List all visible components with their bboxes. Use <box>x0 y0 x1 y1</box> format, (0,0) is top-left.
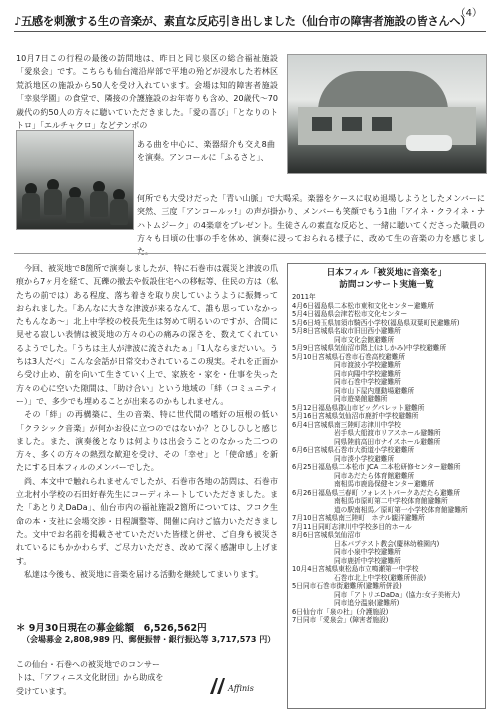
schedule-venue: 日本バプテスト教会(慶林幼稚園内) <box>334 539 440 548</box>
schedule-row <box>292 412 481 421</box>
schedule-venue: 仙台市「泉の杜」(介護施設) <box>302 607 389 616</box>
schedule-row <box>292 582 481 591</box>
schedule-date: 7日 <box>292 616 303 624</box>
audience-member-body <box>90 191 108 217</box>
intro-paragraph: 10月7日この行程の最後の訪問地は、昨日と同じ泉区の総合福祉施設「愛泉会」です。こちらも仙台滝沿岸部で平地の殆どが浸水した若林区荒浜地区の施設から50人を受け入れています。会場は知的障害者施設「幸泉学園」の食堂で、隣接の介護施設のお年寄りも含め、20歳代〜70歳代の約50人の方々に聴いていただきました。「愛の喜び」「となりのトトロ」「エルチャクロ」などテンポの <box>16 54 278 131</box>
schedule-date: 7月11日 <box>292 522 319 531</box>
schedule-date: 6日 <box>292 607 303 616</box>
schedule-row <box>292 531 481 540</box>
schedule-venue: 同市「愛泉会」(障害者施設) <box>302 616 389 624</box>
schedule-row <box>292 361 481 370</box>
audience-member-body <box>66 197 84 223</box>
schedule-row <box>292 327 481 336</box>
schedule-row <box>292 463 481 472</box>
schedule-venue: 福島県会津若松市文化センター <box>313 310 408 318</box>
schedule-venue: 同市石巻中学校避難所 <box>334 378 401 386</box>
schedule-venue: 道の駅南相馬／原町第一小学校体育館避難所 <box>334 505 468 514</box>
schedule-date: 5月4日 <box>292 310 314 318</box>
schedule-row <box>292 344 481 353</box>
schedule-row <box>292 523 481 532</box>
schedule-row <box>292 540 481 549</box>
audience-member-body <box>44 189 62 215</box>
schedule-venue: 宮城県気仙沼市鹿折中学校避難所 <box>318 412 419 420</box>
schedule-venue: 同市追分温泉(避難所) <box>334 599 400 607</box>
building-window <box>342 117 362 131</box>
schedule-venue: 岩手県大船渡市リアスホール避難所 <box>334 429 441 437</box>
affinis-logo <box>208 676 264 696</box>
schedule-row <box>292 489 481 498</box>
section-divider <box>14 253 486 254</box>
schedule-row <box>292 387 481 396</box>
schedule-date: 5月16日 <box>292 412 319 420</box>
schedule-venue: 同市あだたら体育館避難所 <box>334 471 415 480</box>
schedule-venue: 宮城県気仙沼市階上(はしかみ)中学校避難所 <box>313 344 447 352</box>
schedule-venue: 石巻市北上中学校(避難所併設) <box>334 573 427 582</box>
schedule-row <box>292 302 481 311</box>
schedule-row <box>292 378 481 387</box>
schedule-date: 5月10日 <box>292 352 319 361</box>
page-number: （4） <box>455 8 482 19</box>
article-headline: ♪五感を刺激する生の音楽が、素直な反応引き出しました（仙台市の障害者施設の皆さんへ） <box>14 15 472 28</box>
schedule-date: 6月4日 <box>292 420 314 429</box>
schedule-row <box>292 497 481 506</box>
concert-schedule-box <box>287 263 486 709</box>
schedule-subtitle: 訪問コンサート実施一覧 <box>339 279 434 290</box>
body-paragraph: 尚、本文中で触れられませんでしたが、石巻市各地の訪問は、石巻市立北村小学校の石田好春先生にコーディネートしていただきました。また「あとりえDaDa」、仙台市内の福祉施設2箇所については、フコク生命の本・支社に会場交渉・日程調整等、開催に向けご協力いただきました。文中でお名前を掲載させていただいた皆様と併せ、ご自身も被災されているにもかかわらず、ご尽力いただき、改めて深く感謝申し上げます。 <box>16 476 278 566</box>
schedule-venue: 宮城県南三陸町志津川中学校 <box>313 420 401 429</box>
schedule-row <box>292 472 481 481</box>
fund-breakdown: （会場募金 2,808,989 円、郵便振替・銀行振込等 3,717,573 円） <box>22 635 276 644</box>
schedule-venue: 同市石巻市街避難所(避難所併設) <box>302 582 402 590</box>
building-window <box>312 117 332 131</box>
schedule-row <box>292 565 481 574</box>
schedule-row <box>292 608 481 617</box>
article-continuation: ある曲を中心に、楽器紹介も交え8曲を演奏。アンコールに「ふるさと」、 <box>137 140 275 163</box>
schedule-venue: 福島県二本松市 JCA 二本松研修センター避難所 <box>318 463 461 471</box>
schedule-venue: 同市鹿折中学校避難所 <box>334 556 401 565</box>
schedule-row <box>292 599 481 608</box>
schedule-row <box>292 438 481 447</box>
schedule-row <box>292 574 481 583</box>
schedule-venue: 同市小泉中学校避難所 <box>334 548 401 556</box>
schedule-date: 6月25日 <box>292 463 319 471</box>
schedule-venue: 南相馬市原町第二中学校体育館避難所 <box>334 497 448 505</box>
schedule-venue: 福島県郡山市ビッグパレット避難所 <box>318 403 425 412</box>
schedule-row <box>292 446 481 455</box>
schedule-list <box>292 302 481 625</box>
schedule-venue: 宮城県気仙沼市 <box>313 531 361 539</box>
schedule-venue: 宮城県南三陸町 ホテル観洋避難所 <box>318 514 425 522</box>
audience-member-body <box>22 193 40 219</box>
schedule-venue: 同市遊楽館避難所 <box>334 395 388 403</box>
main-article <box>16 262 278 581</box>
schedule-venue: 同市山下屋内運動場避難所 <box>334 386 415 395</box>
schedule-row <box>292 421 481 430</box>
fund-total: ＊ 9月30日現在の募金総額 6,526,562円 <box>16 623 207 634</box>
schedule-venue: 福島県三春町 フォレストパークあだたら避難所 <box>318 488 461 497</box>
schedule-row <box>292 514 481 523</box>
concert-audience-photo <box>16 130 134 230</box>
building-roof <box>318 71 448 111</box>
schedule-venue: 同県陸前高田市ナイスホール避難所 <box>334 437 441 446</box>
schedule-row <box>292 310 481 319</box>
logo-text: Affinis <box>228 684 254 693</box>
schedule-date: 5月6日 <box>292 318 314 327</box>
schedule-venue: 福島県二本松市東和文化センター避難所 <box>313 301 434 310</box>
schedule-date: 10月4日 <box>292 565 319 573</box>
schedule-row <box>292 404 481 413</box>
schedule-venue: 宮城県名取市旧田西小避難所 <box>313 327 401 335</box>
body-paragraph: 今回、被災地で8箇所で演奏しましたが、特に石巻市は震災と津波の爪痕から7ヶ月を経て、瓦礫の撤去や仮設住宅への移転等、住民の方は（私たちの前では）ある程度、落ち着きを取り戻していようように振舞っておられました。「あんなに大きな津波が来るなんて、誰も思っていなかったもんなあ〜」北上中学校の校長先生は努めて明るいのですが、合間に見せる寂しい表情は被災地の方々の心の痛みの深さを、数えてくれているようでした。「うちは主人が津波に流されたぁ」「1人ならまだいい。うちは3人だべ」こんな会話が日常交わされているこの現実。それを正面から受け止め、前を向いて生きていく上で、家族を・家を・仕事を失った方々の心に空いた隙間は、「助け合い」という地域の「絆（コミュニティー）」で、多少でも埋めることが出来るのかもしれません。 <box>16 264 278 406</box>
body-paragraph: その「絆」の再構築に、生の音楽、特に世代間の嗜好の垣根の低い「クラシック音楽」が何かお役に立つのではないか？とひしひしと感じました。また、演奏後となりは何よりは出会うことのなかった二つの方々、多くの方々の熱烈な歓迎を受け、その「幸せ」と「使命感」を新たにする日本フィルのメンバーでした。 <box>16 410 278 473</box>
grant-note: この仙台・石巻への被災地でのコンサートは、「アフィニス文化財団」から助成を受けています。 <box>16 660 164 696</box>
schedule-venue: 同市「アトリエDaDa」(協力:女子美術大) <box>334 590 461 599</box>
schedule-year: 2011年 <box>292 293 316 301</box>
schedule-venue: 宮城県東松島市立鳴瀬第一中学校 <box>318 565 419 573</box>
schedule-row <box>292 480 481 489</box>
schedule-venue: 埼玉県加須市騎西小学校(福島県双葉町民避難所) <box>313 318 460 327</box>
schedule-row <box>292 455 481 464</box>
schedule-date: 5月9日 <box>292 344 314 352</box>
article-continuation-wide: 何所でも大受けだった「青い山脈」で大喝采。楽器をケースに収め退場しようとしたメンバーに突然、三度「アンコールッ!」の声が掛かり、メンバーも笑顔でもう1曲「アイネ・クライネ・ナハトムジーク」の4楽章をプレゼント。生徒さんの素直な反応と、一緒に聴いてくださった職員の方々も日頃の仕事の手を休め、演奏に浸っておられる様子に、改めて生の音楽の力を感じました。 <box>137 194 485 257</box>
schedule-row <box>292 557 481 566</box>
schedule-date: 5日 <box>292 582 303 590</box>
schedule-row <box>292 353 481 362</box>
schedule-date: 6月6日 <box>292 446 314 454</box>
headline-divider <box>14 31 486 32</box>
schedule-venue: 同市渡波小学校避難所 <box>334 361 401 369</box>
building-window <box>372 117 392 131</box>
audience-member-body <box>110 199 128 225</box>
schedule-date: 7月10日 <box>292 514 319 522</box>
schedule-venue: 宮城県石巻市石巻高校避難所 <box>318 352 406 361</box>
schedule-venue: 宮城県石巻市大街道小学校避難所 <box>313 446 415 454</box>
schedule-venue: 同町志津川中学校多目的ホール <box>318 522 412 531</box>
schedule-title: 日本フィル「被災地に音楽を」 <box>326 268 447 278</box>
body-paragraph: 私達は今後も、被災地に音楽を届ける活動を継続してまいります。 <box>24 569 264 579</box>
schedule-date: 5月12日 <box>292 403 319 412</box>
schedule-date: 8月6日 <box>292 531 314 539</box>
schedule-row <box>292 616 481 625</box>
schedule-venue: 同市向陽中学校避難所 <box>334 369 401 378</box>
schedule-date: 4月6日 <box>292 301 314 310</box>
schedule-venue: 南相馬市鹿島保健センター避難所 <box>334 480 435 488</box>
parked-car <box>406 135 452 151</box>
schedule-row <box>292 591 481 600</box>
facility-building-photo <box>287 54 487 174</box>
schedule-row <box>292 395 481 404</box>
schedule-venue: 同市湊小学校避難所 <box>334 454 395 463</box>
schedule-row <box>292 370 481 379</box>
schedule-date: 5月8日 <box>292 327 314 335</box>
schedule-row <box>292 429 481 438</box>
schedule-date: 6月26日 <box>292 488 319 497</box>
schedule-row <box>292 319 481 328</box>
schedule-row <box>292 336 481 345</box>
schedule-row <box>292 548 481 557</box>
schedule-venue: 同市文化会館避難所 <box>334 335 395 344</box>
schedule-row <box>292 506 481 515</box>
